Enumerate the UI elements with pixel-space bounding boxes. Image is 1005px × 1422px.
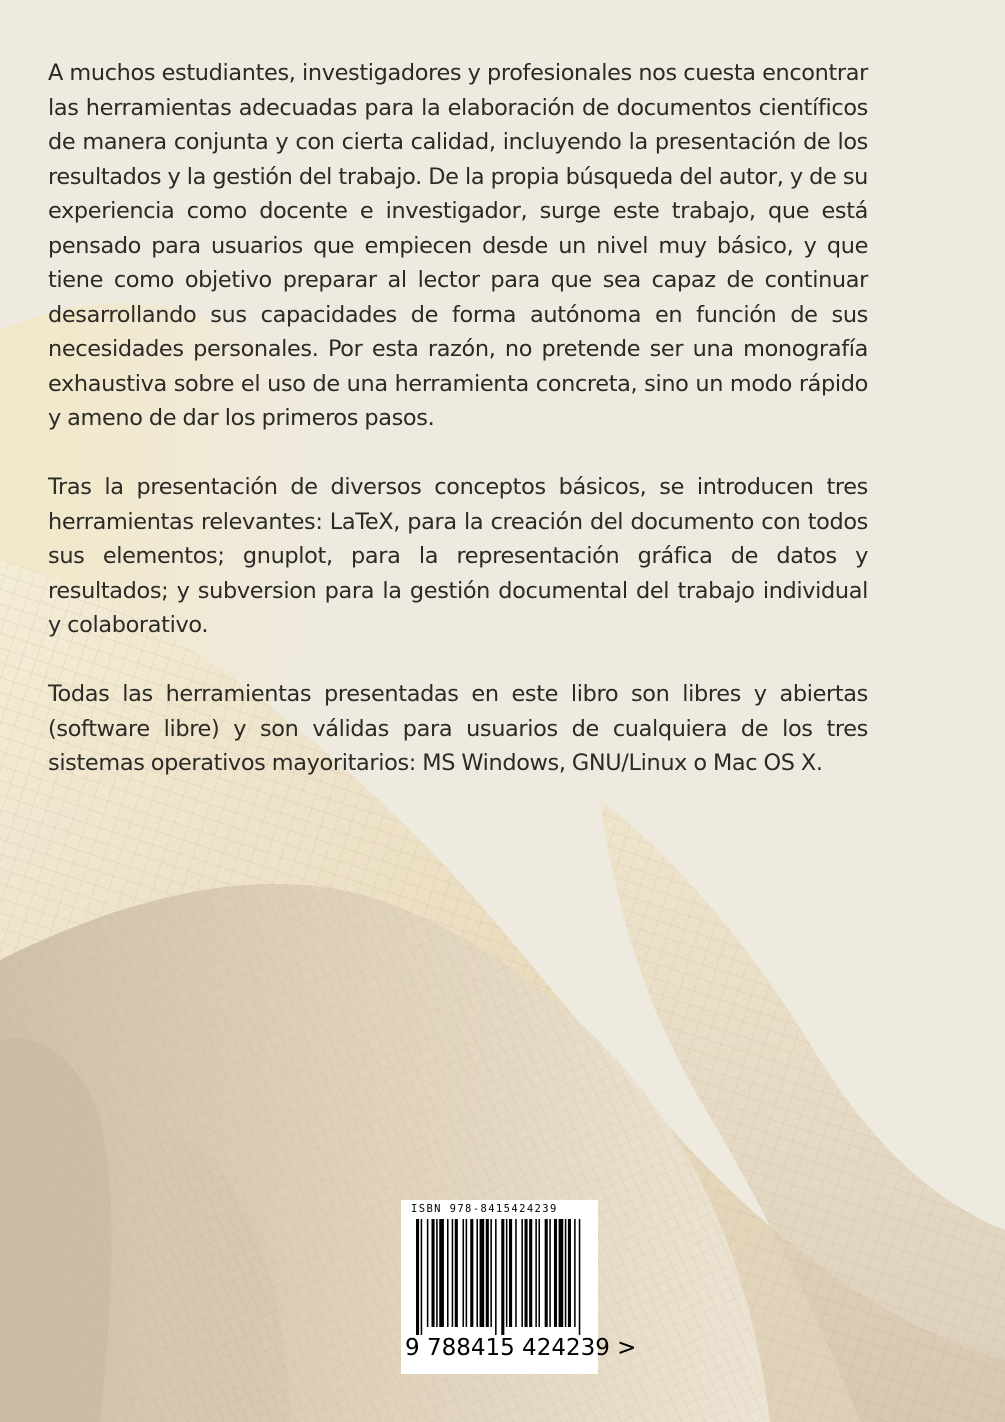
barcode-bar: [554, 1219, 557, 1327]
barcode-bar: [515, 1219, 517, 1327]
barcode-bar: [538, 1219, 540, 1327]
barcode-bar: [427, 1219, 429, 1327]
barcode-bar: [495, 1219, 497, 1335]
barcode-bar: [466, 1219, 468, 1327]
barcode-bar: [416, 1219, 419, 1335]
barcode-bar: [525, 1219, 528, 1327]
barcode-bar: [452, 1219, 454, 1327]
paragraph-tools: Tras la presentación de diversos conceptos básicos, se introducen tres herramientas relevantes: LaTeX, para la creación del documento con todos sus elementos; gnuplot, para la representación gráfica de datos y resultados; y subversion para la gestión documental del trabajo individual y colaborativo.: [48, 474, 868, 638]
barcode-bar: [421, 1219, 423, 1335]
barcode-bar: [455, 1219, 458, 1327]
barcode-bar: [506, 1219, 508, 1327]
barcode-bar: [501, 1219, 504, 1335]
barcode-bar: [480, 1219, 485, 1327]
barcode-bar: [432, 1219, 435, 1327]
barcode-bar: [579, 1219, 581, 1335]
barcode-bar: [545, 1219, 548, 1327]
barcode-bar: [574, 1219, 576, 1327]
paragraph-licensing: Todas las herramientas presentadas en este libro son libres y abiertas (software libre) y son válidas para usuarios de cualquiera de los tres sistemas operativos mayoritarios: MS Windows, GNU/Linux o Mac OS X.: [48, 681, 868, 776]
barcode-bar: [486, 1219, 489, 1327]
barcode-bar: [549, 1219, 551, 1327]
barcode-bar: [447, 1219, 449, 1327]
barcode-bar: [436, 1219, 438, 1327]
barcode-bar: [439, 1219, 444, 1327]
barcode-bar: [463, 1219, 465, 1327]
barcode-bar: [529, 1219, 532, 1327]
barcode-bar: [490, 1219, 492, 1327]
isbn-barcode: [401, 1200, 637, 1374]
barcode-bars: [416, 1219, 584, 1335]
barcode-digits: 9 788415 424239 >: [405, 1335, 637, 1361]
isbn-label: ISBN 978-8415424239: [411, 1203, 558, 1215]
paragraph-intro: A muchos estudiantes, investigadores y profesionales nos cuesta encontrar las herramientas adecuadas para la elaboración de documentos científicos de manera conjunta y con cierta calidad, incluyendo la presentación de los resultados y la gestión del trabajo. De la propia búsqueda del autor, y de su experiencia como docente e investigador, surge este trabajo, que está pensado para usuarios que empiecen desde un nivel muy básico, y que tiene como objetivo preparar al lector para que sea capaz de continuar desarrollando sus capacidades de forma autónoma en función de sus necesidades personales. Por esta razón, no pretende ser una monografía exhaustiva sobre el uso de una herramienta concreta, sino un modo rápido y ameno de dar los primeros pasos.: [48, 60, 868, 431]
barcode-bar: [509, 1219, 512, 1327]
barcode-bar: [535, 1219, 537, 1327]
barcode-bar: [559, 1219, 564, 1327]
back-cover-description: [48, 56, 868, 815]
barcode-bar: [476, 1219, 478, 1327]
barcode-bar: [470, 1219, 473, 1327]
barcode-bar: [568, 1219, 571, 1327]
barcode-bar: [565, 1219, 567, 1327]
barcode-bar: [521, 1219, 523, 1327]
